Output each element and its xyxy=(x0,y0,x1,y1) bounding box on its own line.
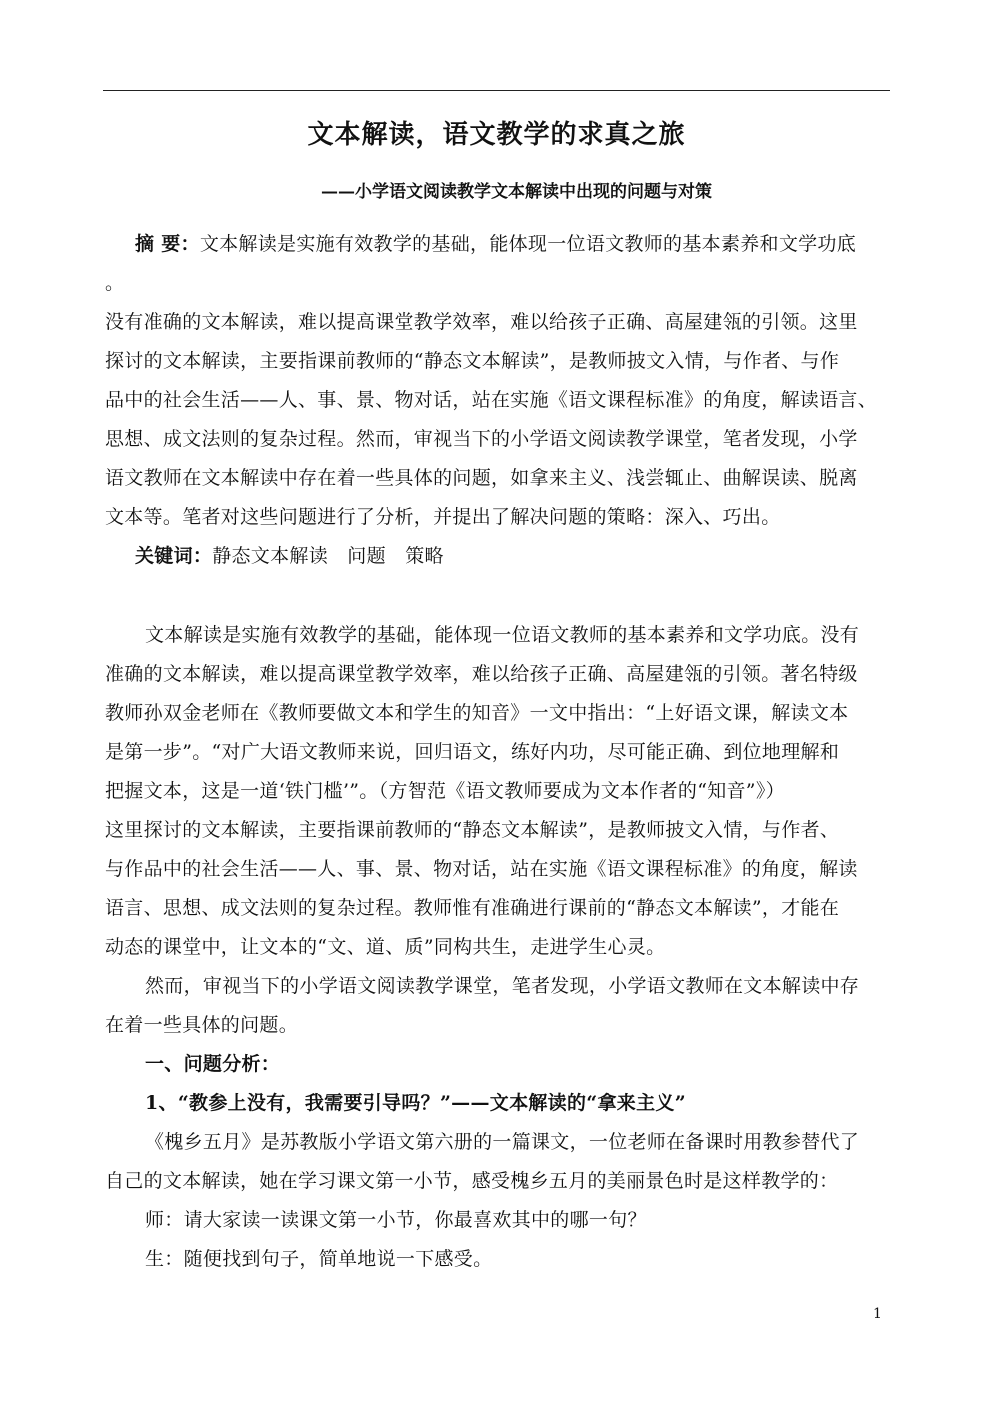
abstract-line: 探讨的文本解读，主要指课前教师的“静态文本解读”，是教师披文入情，与作者、与作 xyxy=(105,350,840,372)
abstract-first-line xyxy=(135,229,856,256)
keywords-label: 关键词： xyxy=(135,545,213,567)
body-line: 教师孙双金老师在《教师要做文本和学生的知音》一文中指出：“上好语文课，解读文本 xyxy=(105,702,849,724)
abstract-line: 语文教师在文本解读中存在着一些具体的问题，如拿来主义、浅尝辄止、曲解误读、脱离 xyxy=(105,467,858,489)
document-subtitle: ——小学语文阅读教学文本解读中出现的问题与对策 xyxy=(321,182,712,202)
body-line: 在着一些具体的问题。 xyxy=(105,1014,299,1036)
abstract-label: 摘 要： xyxy=(135,233,200,255)
body-line: 与作品中的社会生活——人、事、景、物对话，站在实施《语文课程标准》的角度，解读 xyxy=(105,858,858,880)
abstract-line: 。 xyxy=(105,272,125,294)
body-line: 语言、思想、成文法则的复杂过程。教师惟有准确进行课前的“静态文本解读”，才能在 xyxy=(105,897,840,919)
dialog-line: 生：随便找到句子，简单地说一下感受。 xyxy=(145,1248,493,1270)
document-title: 文本解读，语文教学的求真之旅 xyxy=(307,120,686,150)
abstract-line: 思想、成文法则的复杂过程。然而，审视当下的小学语文阅读教学课堂，笔者发现，小学 xyxy=(105,428,858,450)
dialog-line: 师：请大家读一读课文第一小节，你最喜欢其中的哪一句？ xyxy=(145,1209,647,1231)
body-line: 这里探讨的文本解读，主要指课前教师的“静态文本解读”，是教师披文入情，与作者、 xyxy=(105,819,840,841)
subsection-heading: 1、“教参上没有，我需要引导吗？”——文本解读的“拿来主义” xyxy=(145,1092,686,1114)
abstract-line: 没有准确的文本解读，难以提高课堂教学效率，难以给孩子正确、高屋建瓴的引领。这里 xyxy=(105,311,858,333)
abstract-line: 文本等。笔者对这些问题进行了分析，并提出了解决问题的策略：深入、巧出。 xyxy=(105,506,781,528)
keywords-line xyxy=(135,541,444,568)
body-line: 把握文本，这是一道‘铁门槛’”。（方智范《语文教师要成为文本作者的“知音”》） xyxy=(105,780,785,802)
body-line: 文本解读是实施有效教学的基础，能体现一位语文教师的基本素养和文学功底。没有 xyxy=(145,624,860,646)
page-number: 1 xyxy=(873,1306,882,1322)
section-heading: 一、问题分析： xyxy=(145,1053,281,1075)
header-rule xyxy=(103,90,890,91)
abstract-text: 文本解读是实施有效教学的基础，能体现一位语文教师的基本素养和文学功底 xyxy=(199,233,857,255)
abstract-line: 品中的社会生活——人、事、景、物对话，站在实施《语文课程标准》的角度，解读语言、 xyxy=(105,389,878,411)
body-line: 自己的文本解读，她在学习课文第一小节，感受槐乡五月的美丽景色时是这样教学的： xyxy=(105,1170,839,1192)
body-line: 然而，审视当下的小学语文阅读教学课堂，笔者发现，小学语文教师在文本解读中存 xyxy=(145,975,860,997)
keywords-text: 静态文本解读 问题 策略 xyxy=(212,545,444,567)
body-line: 《槐乡五月》是苏教版小学语文第六册的一篇课文，一位老师在备课时用教参替代了 xyxy=(145,1131,860,1153)
body-line: 准确的文本解读，难以提高课堂教学效率，难以给孩子正确、高屋建瓴的引领。著名特级 xyxy=(105,663,858,685)
body-line: 动态的课堂中，让文本的“文、道、质”同构共生，走进学生心灵。 xyxy=(105,936,666,958)
body-line: 是第一步”。“对广大语文教师来说，回归语文，练好内功，尽可能正确、到位地理解和 xyxy=(105,741,840,763)
